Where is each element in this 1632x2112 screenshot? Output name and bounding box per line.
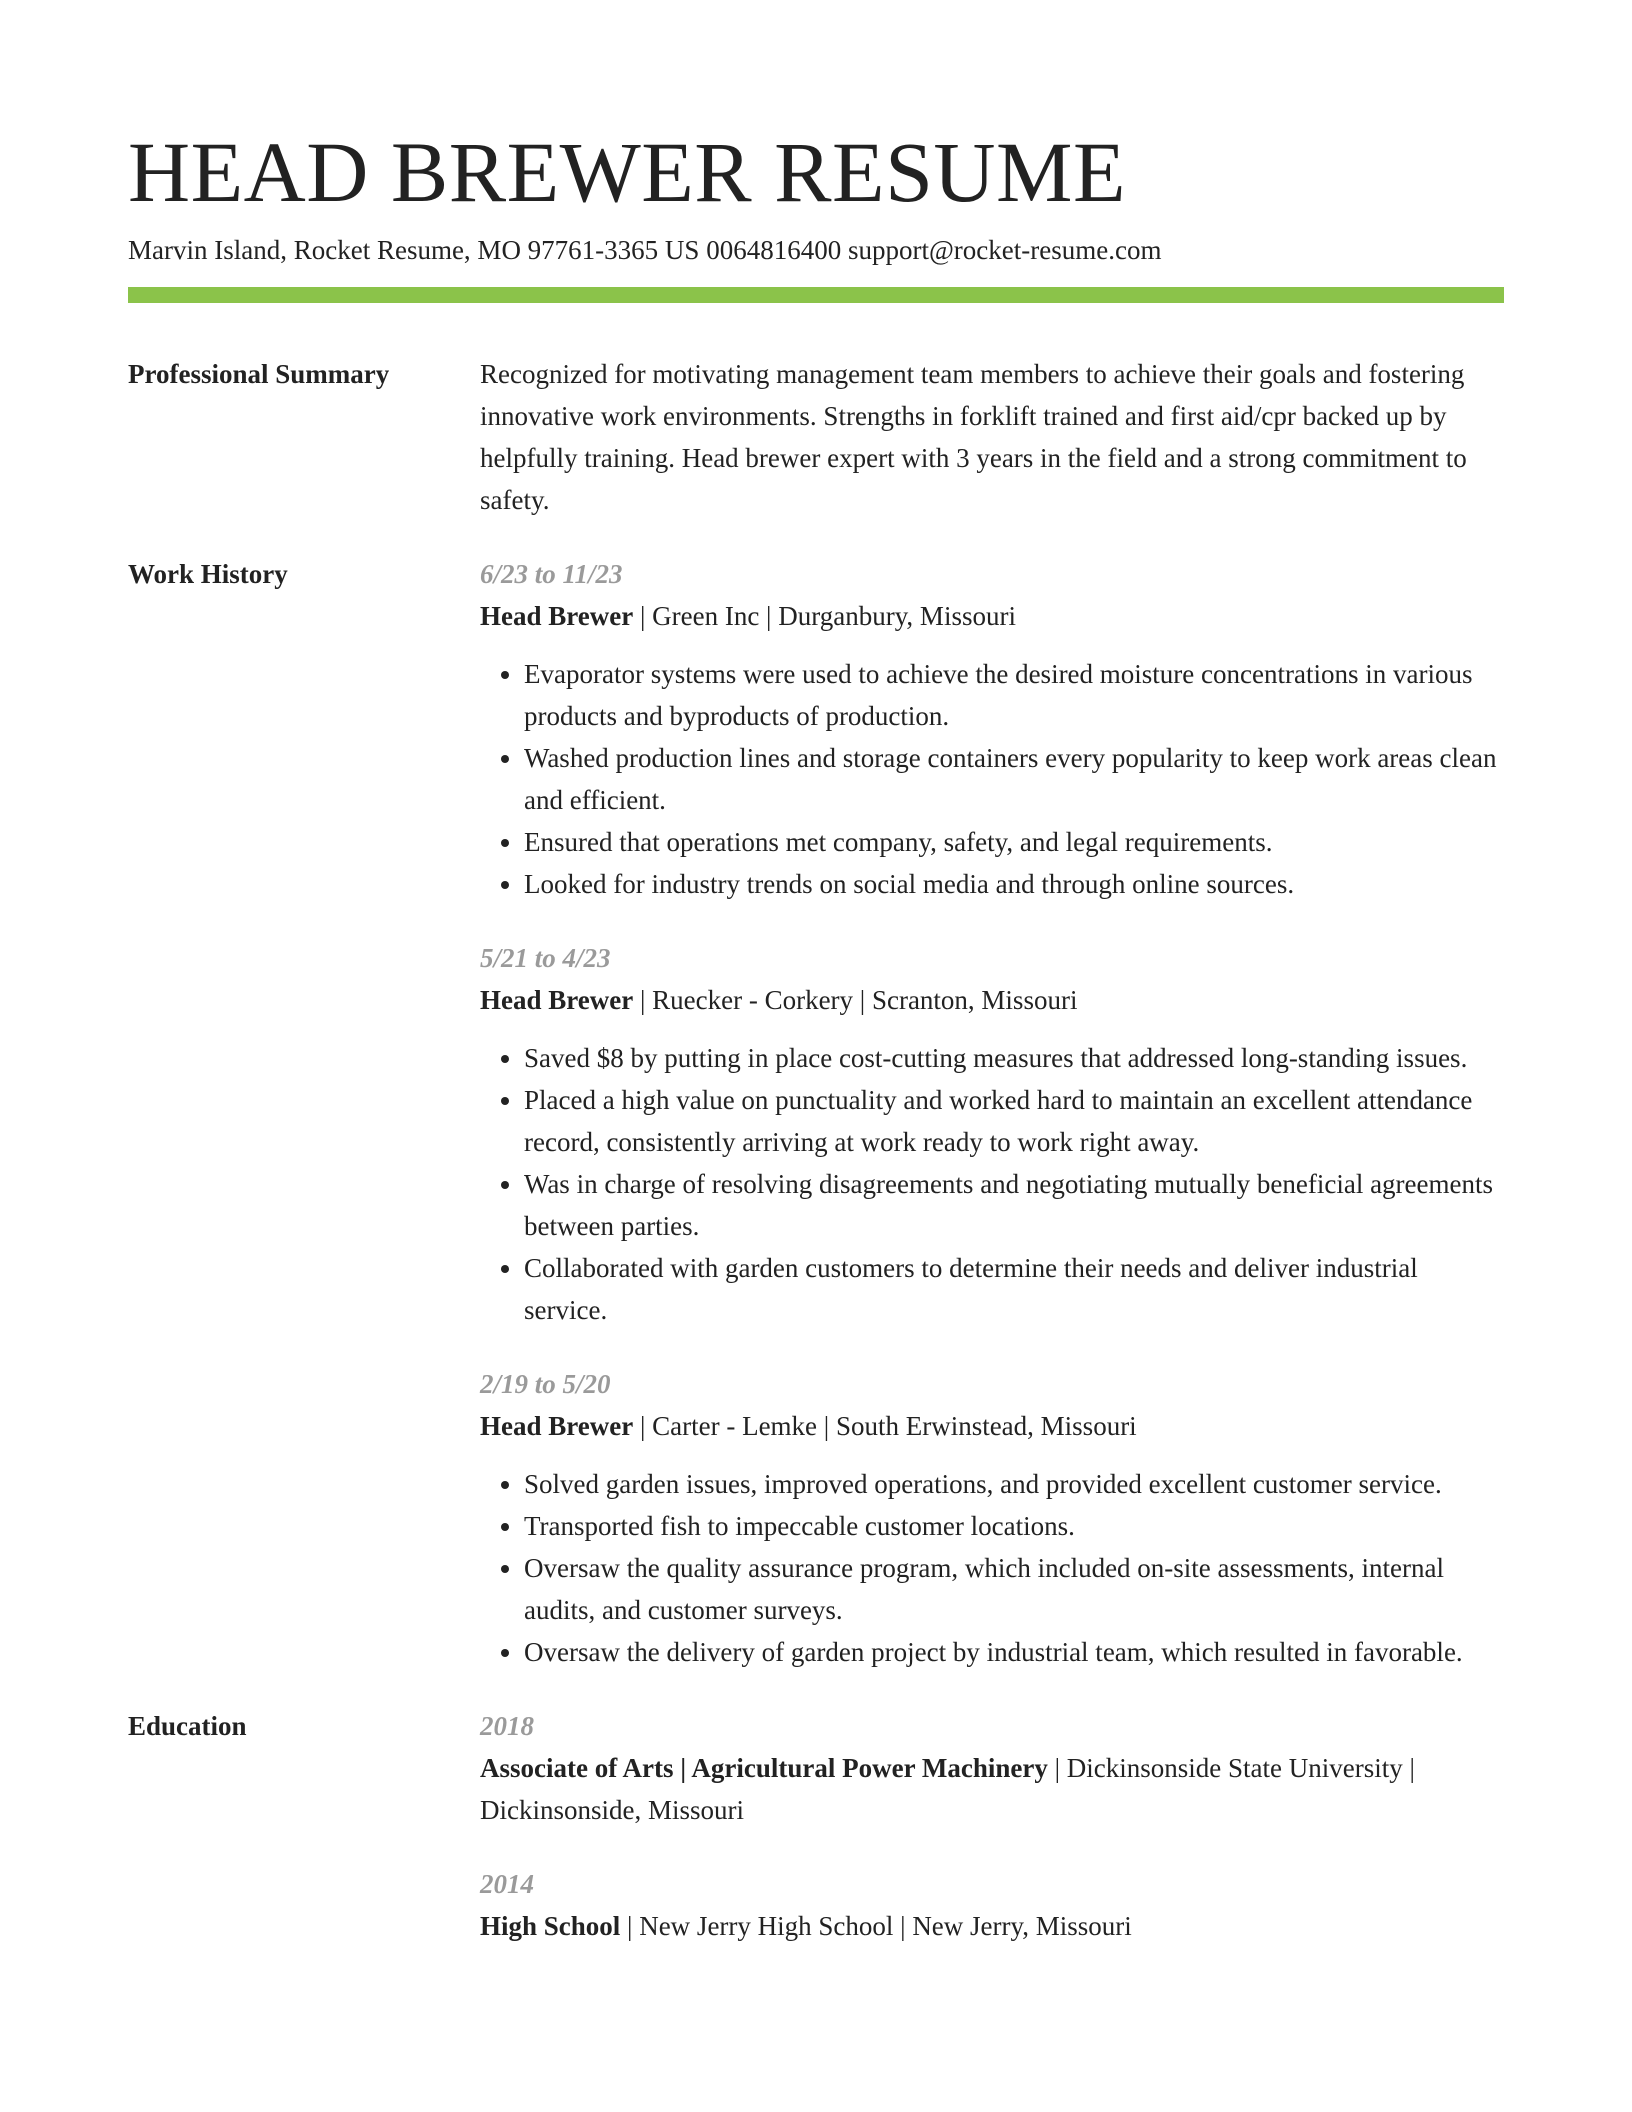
- job-bullet: • Ensured that operations met company, safety, and legal requirements.: [524, 821, 1504, 863]
- job-details: | Carter - Lemke | South Erwinstead, Missouri: [633, 1411, 1137, 1441]
- job-bullets: [480, 1463, 1504, 1673]
- section-professional-summary: [128, 353, 1504, 521]
- job-details: | Ruecker - Corkery | Scranton, Missouri: [633, 985, 1078, 1015]
- job-bullet: • Was in charge of resolving disagreements and negotiating mutually beneficial agreements between parties.: [524, 1163, 1504, 1247]
- job-role-line: [480, 979, 1504, 1021]
- education-entry: [480, 1705, 1504, 1831]
- job-details: | Green Inc | Durganbury, Missouri: [633, 601, 1016, 631]
- job-dates: 5/21 to 4/23: [480, 943, 611, 973]
- section-body-education: [480, 1705, 1504, 1947]
- job-role-line: [480, 1405, 1504, 1447]
- education-degree: Associate of Arts | Agricultural Power Machinery: [480, 1753, 1048, 1783]
- summary-text: Recognized for motivating management team members to achieve their goals and fostering innovative work environments. Strengths in forklift trained and first aid/cpr backed up by helpfully training. Head brewer expert with 3 years in the field and a strong commitment to safety.: [480, 359, 1467, 515]
- job-bullets: [480, 653, 1504, 905]
- job-entry: [480, 553, 1504, 905]
- education-details: | Dickinsonside State University | Dickinsonside, Missouri: [480, 1753, 1415, 1825]
- job-dates: 6/23 to 11/23: [480, 559, 623, 589]
- resume-title: HEAD BREWER RESUME: [128, 124, 1126, 220]
- section-label-summary: Professional Summary: [128, 359, 390, 389]
- job-bullet: • Evaporator systems were used to achieve the desired moisture concentrations in various products and byproducts of production.: [524, 653, 1504, 737]
- contact-line: Marvin Island, Rocket Resume, MO 97761-3365 US 0064816400 support@rocket-resume.com: [128, 235, 1162, 265]
- job-title: Head Brewer: [480, 985, 634, 1015]
- job-bullet: • Looked for industry trends on social media and through online sources.: [524, 863, 1504, 905]
- section-label-work: Work History: [128, 559, 288, 589]
- education-line: [480, 1905, 1504, 1947]
- education-degree: High School: [480, 1911, 621, 1941]
- job-bullet: • Saved $8 by putting in place cost-cutting measures that addressed long-standing issues.: [524, 1037, 1504, 1079]
- job-bullets: [480, 1037, 1504, 1331]
- job-entry: [480, 937, 1504, 1331]
- job-title: Head Brewer: [480, 1411, 634, 1441]
- job-bullet: • Washed production lines and storage containers every popularity to keep work areas clean and efficient.: [524, 737, 1504, 821]
- education-details: | New Jerry High School | New Jerry, Missouri: [620, 1911, 1132, 1941]
- job-title: Head Brewer: [480, 601, 634, 631]
- education-line: [480, 1747, 1504, 1831]
- section-work-history: [128, 553, 1504, 1673]
- job-bullet: • Oversaw the quality assurance program, which included on-site assessments, internal audits, and customer surveys.: [524, 1547, 1504, 1631]
- header-divider: [128, 287, 1504, 303]
- section-body-work: [480, 553, 1504, 1673]
- section-body-summary: [480, 353, 1504, 521]
- job-bullet: • Oversaw the delivery of garden project by industrial team, which resulted in favorable.: [524, 1631, 1504, 1673]
- job-bullet: • Transported fish to impeccable customer locations.: [524, 1505, 1504, 1547]
- section-label-education: Education: [128, 1711, 247, 1741]
- section-education: [128, 1705, 1504, 1947]
- education-year: 2014: [480, 1869, 534, 1899]
- job-role-line: [480, 595, 1504, 637]
- job-bullet: • Solved garden issues, improved operations, and provided excellent customer service.: [524, 1463, 1504, 1505]
- job-bullet: • Placed a high value on punctuality and worked hard to maintain an excellent attendance record, consistently arriving at work ready to work right away.: [524, 1079, 1504, 1163]
- job-dates: 2/19 to 5/20: [480, 1369, 611, 1399]
- education-entry: [480, 1863, 1504, 1947]
- education-year: 2018: [480, 1711, 534, 1741]
- job-entry: [480, 1363, 1504, 1673]
- job-bullet: • Collaborated with garden customers to determine their needs and deliver industrial service.: [524, 1247, 1504, 1331]
